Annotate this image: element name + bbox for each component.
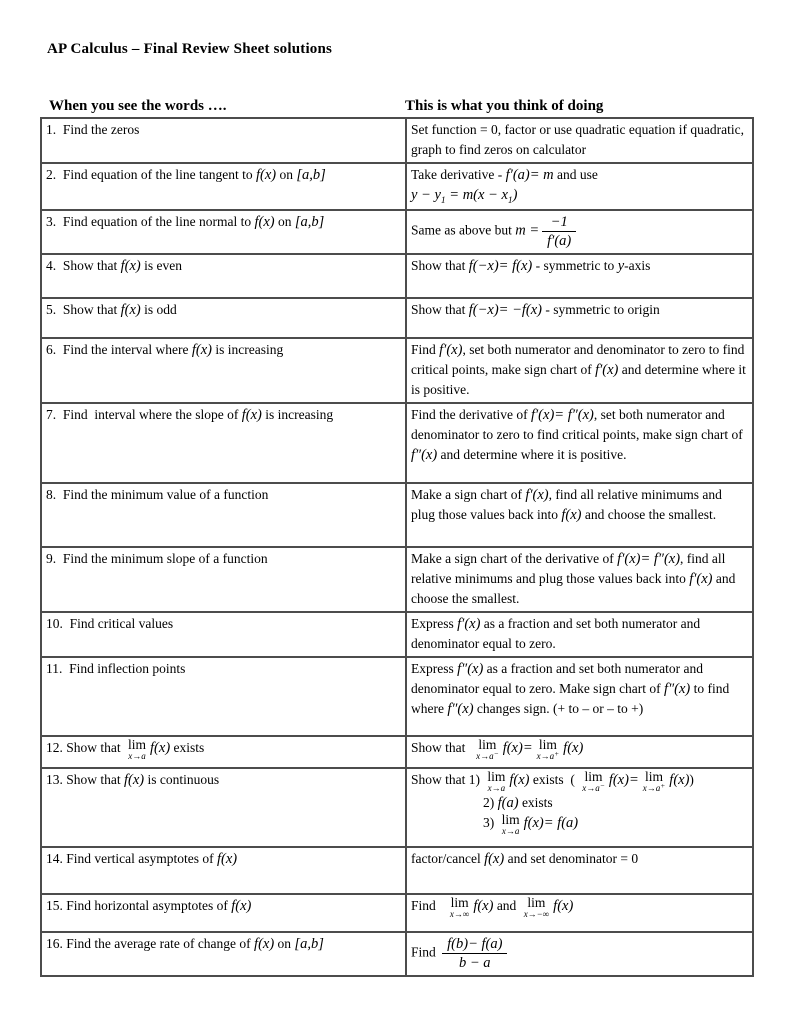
text-run: 2. Find equation of the line tangent to <box>46 167 256 182</box>
math-run: m = <box>515 222 540 239</box>
fraction <box>442 936 507 971</box>
limit-word: lim <box>538 737 557 752</box>
text-run: 3. Find equation of the line normal to <box>46 214 255 229</box>
math-run: f′(x)= f″(x) <box>617 551 681 567</box>
math-run: f′(x) <box>525 487 549 503</box>
prompt-cell <box>41 657 406 736</box>
math-run: f(x) <box>216 851 238 867</box>
table-row <box>41 298 753 338</box>
answer-cell <box>406 118 753 163</box>
answer-cell <box>406 612 753 657</box>
math-run: y − y <box>411 187 441 203</box>
page-title: AP Calculus – Final Review Sheet solutions <box>47 41 333 57</box>
prompt-cell <box>41 338 406 403</box>
text-run: and determine where it is positive. <box>437 447 627 462</box>
math-run: f(x) <box>254 936 275 952</box>
prompt-cell <box>41 483 406 547</box>
limit-word: lim <box>487 769 506 784</box>
answer-cell <box>406 483 753 547</box>
limit-under: x→a− <box>476 749 499 761</box>
text-run: Express <box>411 661 458 676</box>
answer-cell <box>406 254 753 298</box>
math-run: f(−x)= −f(x) <box>468 302 542 318</box>
math-run: f′(x) <box>439 342 463 358</box>
math-run: f(x) <box>255 167 277 183</box>
table-row <box>41 163 753 210</box>
text-run: 16. Find the average rate of change of <box>46 936 255 951</box>
prompt-cell <box>41 118 406 163</box>
answer-cell <box>406 736 753 768</box>
text-run: Show that <box>411 740 473 755</box>
limit-operator <box>643 770 666 793</box>
prompt-cell <box>41 932 406 976</box>
answer-cell <box>406 932 753 976</box>
text-run: exists <box>170 740 205 755</box>
table-row <box>41 847 753 894</box>
math-run: f(x) <box>191 342 212 358</box>
limit-word: lim <box>584 769 603 784</box>
text-run: to find where <box>411 681 730 716</box>
prompt-cell <box>41 298 406 338</box>
math-run: f(−x)= f(x) <box>468 258 533 274</box>
math-run: f′(a)= m <box>505 167 554 183</box>
text-run: Find <box>411 342 440 357</box>
prompt-cell <box>41 894 406 932</box>
math-run: f(x) <box>669 772 690 788</box>
text-run: , set both numerator and denominator to zero to find critical points, make sign chart of <box>411 342 745 377</box>
column-header-think: This is what you think of doing <box>405 98 604 114</box>
text-run: and choose the smallest. <box>411 571 736 606</box>
text-run: and <box>493 898 520 913</box>
text-run: 11. Find inflection points <box>46 661 186 676</box>
text-run: is even <box>140 258 183 273</box>
answer-cell <box>406 163 753 210</box>
limit-operator <box>582 770 605 793</box>
table-row <box>41 736 753 768</box>
math-run: f(x) <box>231 898 252 914</box>
math-run: f″(x) <box>664 681 691 697</box>
math-run: f(x) <box>120 258 141 274</box>
text-run: changes sign. (+ to – or – to +) <box>473 701 644 716</box>
text-run: factor/cancel <box>411 851 485 866</box>
prompt-cell <box>41 547 406 612</box>
table-row <box>41 338 753 403</box>
text-run: Express <box>411 616 458 631</box>
math-run: f(x)= f(a) <box>523 815 579 831</box>
text-run: - symmetric to <box>532 258 618 273</box>
text-run: as a fraction and set both numerator and denominator equal to zero. Make sign chart of <box>411 661 703 696</box>
prompt-cell <box>41 163 406 210</box>
text-run: Find the derivative of <box>411 407 531 422</box>
text-run: 8. Find the minimum value of a function <box>46 487 269 502</box>
math-run: ) <box>512 187 518 203</box>
math-subscript: 1 <box>507 196 513 206</box>
table-row <box>41 768 753 847</box>
limit-under-sign: + <box>660 781 666 790</box>
math-run: f(x)= <box>608 772 639 788</box>
text-run: is continuous <box>144 772 220 787</box>
answer-cell <box>406 298 753 338</box>
text-run: 7. Find interval where the slope of <box>46 407 242 422</box>
text-run: , find all relative minimums and plug those values back into <box>411 551 726 586</box>
math-run: f(x) <box>561 507 582 523</box>
answer-cell <box>406 403 753 483</box>
prompt-cell <box>41 736 406 768</box>
prompt-cell <box>41 254 406 298</box>
text-run: and choose the smallest. <box>581 507 717 522</box>
prompt-cell <box>41 403 406 483</box>
fraction-numerator: f(b)− f(a) <box>442 936 507 954</box>
text-run: Same as above but <box>411 222 516 238</box>
math-run: [a,b] <box>294 214 325 230</box>
math-run: f(x) <box>553 898 574 914</box>
math-run: f″(x) <box>411 447 438 463</box>
text-run: Show that <box>411 302 469 317</box>
limit-under: x→−∞ <box>523 909 550 919</box>
table-row <box>41 657 753 736</box>
math-run: f(x) <box>254 214 275 230</box>
text-run: 5. Show that <box>46 302 121 317</box>
text-run: - symmetric to origin <box>542 302 660 317</box>
text-run: Make a sign chart of <box>411 487 526 502</box>
text-run: is increasing <box>261 407 334 422</box>
math-run: f′(x) <box>595 362 619 378</box>
limit-under-sign: − <box>599 781 605 790</box>
text-run: and determine where it is positive. <box>411 362 746 397</box>
text-run: 14. Find vertical asymptotes of <box>46 851 217 866</box>
table-row <box>41 254 753 298</box>
answer-cell <box>406 894 753 932</box>
text-run: Show that <box>411 258 469 273</box>
limit-word: lim <box>527 895 546 910</box>
math-run: f′(x)= f″(x) <box>530 407 594 423</box>
limit-under: x→a <box>501 826 520 836</box>
math-run: f′(x) <box>457 616 481 632</box>
answer-cell <box>406 547 753 612</box>
limit-word: lim <box>501 812 520 827</box>
column-headers <box>40 96 754 116</box>
text-run: 12. Show that <box>46 740 125 755</box>
text-run: Find <box>411 944 440 960</box>
limit-under-sign: + <box>554 749 560 758</box>
limit-under: x→a <box>487 783 506 793</box>
math-run: y <box>617 258 625 274</box>
text-run: -axis <box>624 258 651 273</box>
answer-cell <box>406 210 753 254</box>
text-run: 1. Find the zeros <box>46 122 140 137</box>
limit-operator <box>524 896 549 919</box>
math-run: f(x) <box>563 740 584 756</box>
table-row <box>41 403 753 483</box>
math-run: f′(x) <box>689 571 713 587</box>
fraction-denominator: b − a <box>459 955 491 971</box>
limit-operator <box>537 738 560 761</box>
limit-operator <box>128 738 146 761</box>
table-row <box>41 210 753 254</box>
math-run: f(x)= <box>502 740 533 756</box>
prompt-cell <box>41 847 406 894</box>
text-run: exists <box>518 795 553 810</box>
answer-cell <box>406 338 753 403</box>
limit-under: x→a+ <box>536 749 560 761</box>
limit-under: x→a <box>128 751 146 761</box>
limit-under-sign: − <box>493 749 499 758</box>
text-run: is increasing <box>211 342 284 357</box>
text-run: Take derivative - <box>411 167 506 182</box>
math-run: f(x) <box>150 740 171 756</box>
limit-word: lim <box>645 769 664 784</box>
math-subscript: 1 <box>440 196 446 206</box>
text-run: Show that 1) <box>411 772 484 787</box>
prompt-cell <box>41 210 406 254</box>
text-run: exists ( <box>529 772 579 787</box>
text-run: and set denominator = 0 <box>504 851 639 866</box>
table-row <box>41 483 753 547</box>
prompt-cell <box>41 768 406 847</box>
math-run: [a,b] <box>294 936 324 952</box>
limit-operator <box>487 770 505 793</box>
limit-operator <box>502 813 520 836</box>
text-run: , set both numerator and denominator to zero to find critical points, make sign chart of <box>411 407 743 442</box>
limit-operator <box>450 896 469 919</box>
text-run: 15. Find horizontal asymptotes of <box>46 898 232 913</box>
table-row <box>41 894 753 932</box>
math-run: f(a) <box>497 795 519 811</box>
text-run: on <box>274 936 295 951</box>
limit-under: x→a+ <box>642 781 666 793</box>
math-run: f(x) <box>484 851 505 867</box>
math-run: f(x) <box>124 772 145 788</box>
text-run: as a fraction and set both numerator and denominator equal to zero. <box>411 616 701 651</box>
text-run: 6. Find the interval where <box>46 342 192 357</box>
review-table-body <box>41 118 753 976</box>
math-run: f(x) <box>241 407 262 423</box>
math-run: f″(x) <box>457 661 484 677</box>
limit-under: x→a− <box>582 781 605 793</box>
math-run: f(x) <box>120 302 141 318</box>
table-row <box>41 932 753 976</box>
text-run: Set function = 0, factor or use quadratic equation if quadratic, graph to find zeros on calculator <box>411 122 744 157</box>
text-run: 2) <box>483 795 498 810</box>
table-row <box>41 612 753 657</box>
text-run: , find all relative minimums and plug those values back into <box>411 487 722 522</box>
fraction <box>542 214 576 249</box>
text-run: 13. Show that <box>46 772 125 787</box>
text-run: ) <box>689 772 694 787</box>
math-run: f(x) <box>473 898 494 914</box>
text-run: on <box>274 214 295 229</box>
math-run: [a,b] <box>296 167 326 183</box>
column-header-when: When you see the words …. <box>49 98 227 114</box>
text-run: is odd <box>140 302 177 317</box>
text-run: and use <box>553 167 598 182</box>
math-run: = m(x − x <box>445 187 508 203</box>
limit-word: lim <box>128 737 147 752</box>
math-run: f(x) <box>509 772 530 788</box>
text-run: 9. Find the minimum slope of a function <box>46 551 268 566</box>
limit-word: lim <box>478 737 497 752</box>
answer-cell <box>406 847 753 894</box>
table-row <box>41 547 753 612</box>
limit-operator <box>476 738 499 761</box>
table-row <box>41 118 753 163</box>
fraction-denominator: f′(a) <box>547 233 572 249</box>
answer-cell <box>406 768 753 847</box>
text-run: 4. Show that <box>46 258 121 273</box>
review-table <box>40 117 754 977</box>
limit-under: x→∞ <box>449 909 470 919</box>
text-run: on <box>276 167 297 182</box>
prompt-cell <box>41 612 406 657</box>
answer-cell <box>406 657 753 736</box>
text-run: Make a sign chart of the derivative of <box>411 551 618 566</box>
text-run: 10. Find critical values <box>46 616 174 631</box>
fraction-numerator: −1 <box>542 214 576 232</box>
text-run: 3) <box>483 815 498 830</box>
text-run: Find <box>411 898 446 913</box>
limit-word: lim <box>450 895 469 910</box>
math-run: f″(x) <box>447 701 474 717</box>
